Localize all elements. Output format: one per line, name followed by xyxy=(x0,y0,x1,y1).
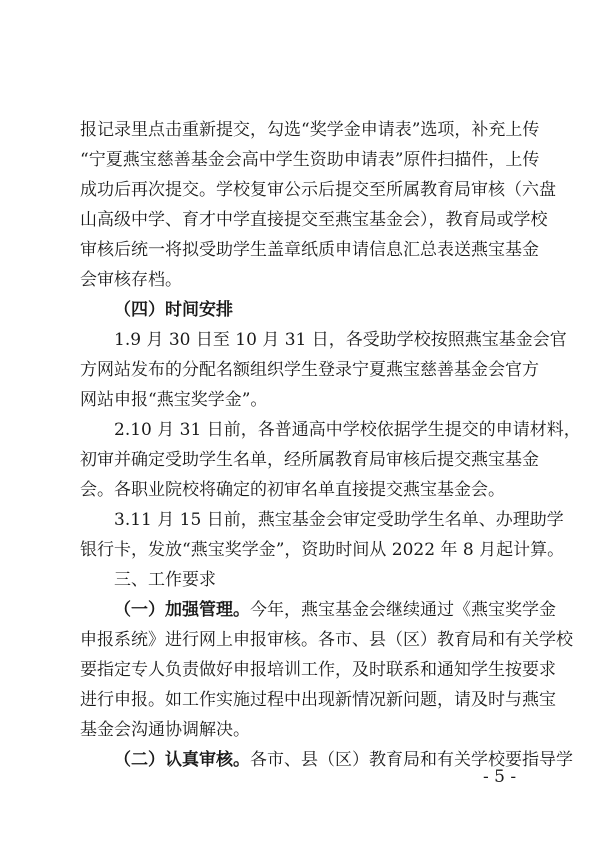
page-number: - 5 - xyxy=(483,767,517,787)
section-heading-work-requirements: 三、工作要求 xyxy=(114,570,216,590)
body-line: 会审核存档。 xyxy=(80,270,182,290)
requirement-two-first-line xyxy=(114,748,573,772)
requirement-one-heading: （一）加强管理。 xyxy=(114,600,250,620)
section-heading-time-schedule: （四）时间安排 xyxy=(114,300,233,320)
body-line: 成功后再次提交。学校复审公示后提交至所属教育局审核（六盘 xyxy=(80,180,556,200)
time-item-line: 2.10 月 31 日前，各普通高中学校依据学生提交的申请材料， xyxy=(114,420,581,440)
requirement-two-heading: （二）认真审核。 xyxy=(114,750,250,770)
requirement-one-first-line xyxy=(114,598,556,622)
time-item-line: 网站申报“燕宝奖学金”。 xyxy=(80,390,268,410)
requirement-two-text: 各市、县（区）教育局和有关学校要指导学 xyxy=(250,750,573,770)
time-item-line: 方网站发布的分配名额组织学生登录宁夏燕宝慈善基金会官方 xyxy=(80,360,539,380)
requirement-one-line: 申报系统》进行网上申报审核。各市、县（区）教育局和有关学校 xyxy=(80,630,573,650)
time-item-line: 会。各职业院校将确定的初审名单直接提交燕宝基金会。 xyxy=(80,480,505,500)
time-item-line: 3.11 月 15 日前，燕宝基金会审定受助学生名单、办理助学 xyxy=(114,510,564,530)
body-line: 审核后统一将拟受助学生盖章纸质申请信息汇总表送燕宝基金 xyxy=(80,240,539,260)
body-line: 报记录里点击重新提交，勾选“奖学金申请表”选项，补充上传 xyxy=(80,120,540,140)
time-item-line: 初审并确定受助学生名单，经所属教育局审核后提交燕宝基金 xyxy=(80,450,539,470)
body-line: 山高级中学、育才中学直接提交至燕宝基金会），教育局或学校 xyxy=(80,210,548,230)
requirement-one-line: 要指定专人负责做好申报培训工作，及时联系和通知学生按要求 xyxy=(80,660,556,680)
time-item-line: 银行卡，发放“燕宝奖学金”，资助时间从 2022 年 8 月起计算。 xyxy=(80,540,565,560)
time-item-line: 1.9 月 30 日至 10 月 31 日，各受助学校按照燕宝基金会官 xyxy=(114,330,567,350)
requirement-one-line: 进行申报。如工作实施过程中出现新情况新问题，请及时与燕宝 xyxy=(80,690,556,710)
requirement-one-line: 基金会沟通协调解决。 xyxy=(80,720,250,740)
body-line: “宁夏燕宝慈善基金会高中学生资助申请表”原件扫描件，上传 xyxy=(80,150,540,170)
requirement-one-text: 今年，燕宝基金会继续通过《燕宝奖学金 xyxy=(250,600,556,620)
